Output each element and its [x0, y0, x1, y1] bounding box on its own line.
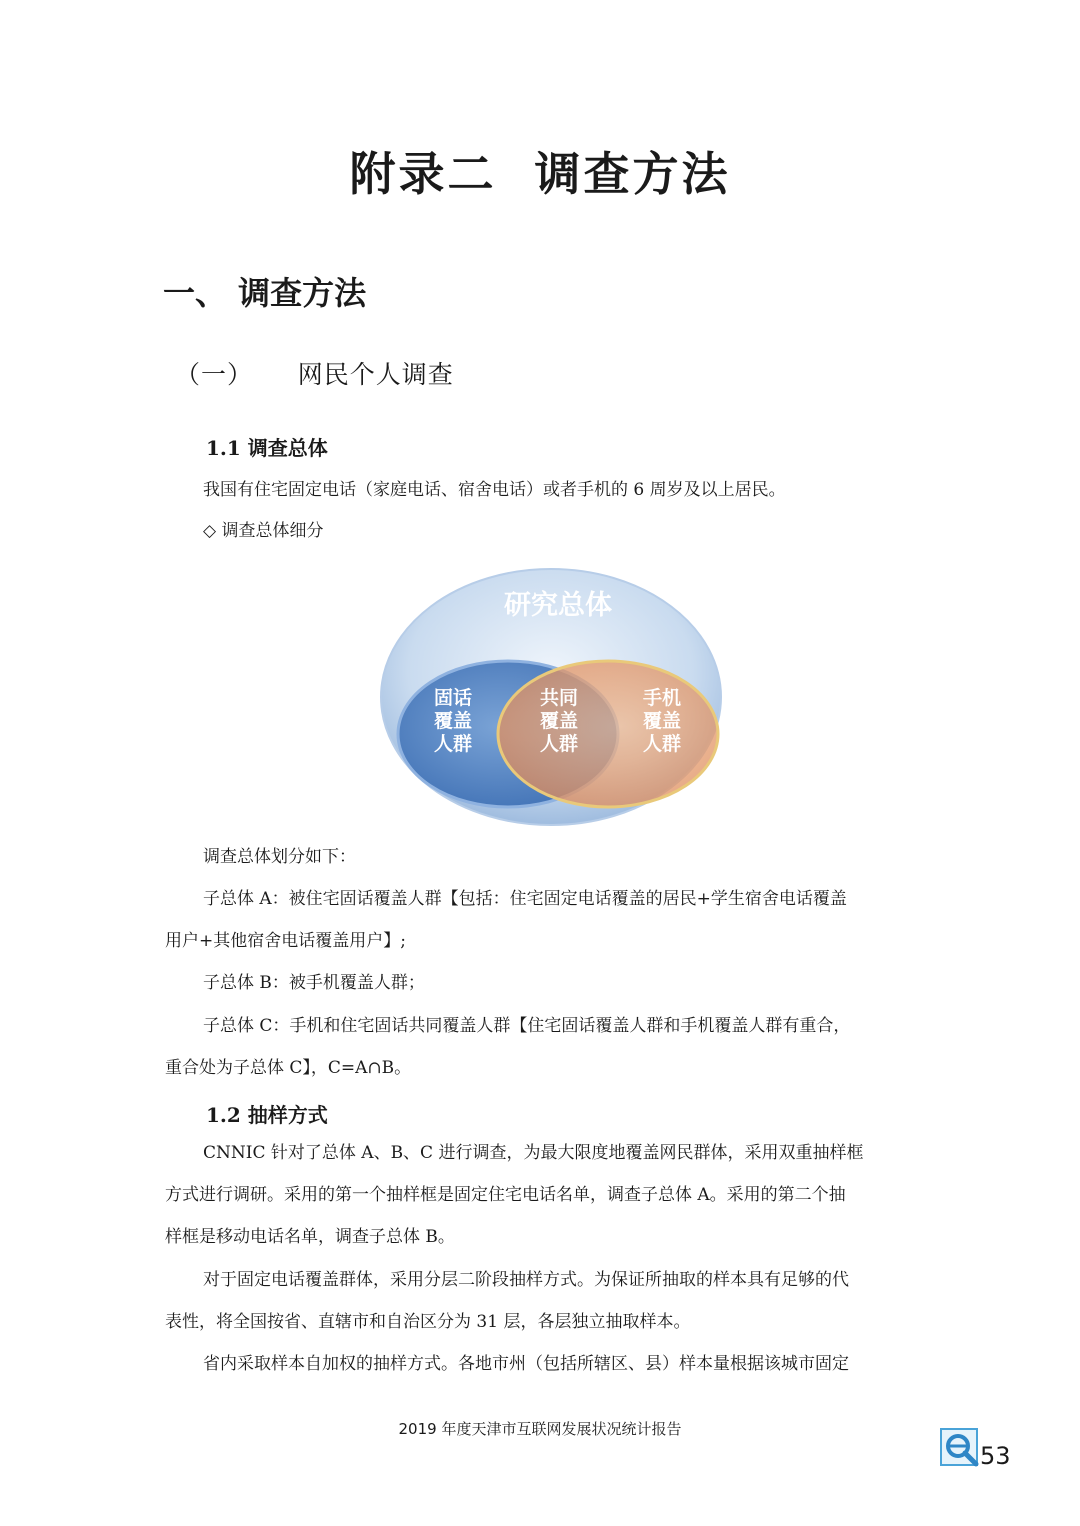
middle-label-2: 覆盖	[539, 710, 579, 732]
paragraph-subpop-c-line1: 子总体 C：手机和住宅固话共同覆盖人群【住宅固话覆盖人群和手机覆盖人群有重合，	[203, 1016, 851, 1036]
paragraph-subpop-a-line2: 用户+其他宿舍电话覆盖用户】;	[165, 931, 406, 951]
paragraph-sampling-3-line1: 省内采取样本自加权的抽样方式。各地市州（包括所辖区、县）样本量根据该城市固定	[203, 1354, 849, 1374]
bullet-population-breakdown: ◇ 调查总体细分	[203, 521, 324, 541]
paragraph-sampling-1-line1: CNNIC 针对了总体 A、B、C 进行调查，为最大限度地覆盖网民群体，采用双重抽样框	[203, 1143, 864, 1163]
paragraph-subpop-b: 子总体 B：被手机覆盖人群；	[203, 973, 425, 993]
heading-sampling-method: 1.2 抽样方式	[206, 1103, 328, 1127]
middle-label-3: 人群	[539, 733, 579, 755]
heading-survey-population: 1.1 调查总体	[206, 436, 328, 460]
paragraph-sampling-1-line3: 样框是移动电话名单，调查子总体 B。	[165, 1227, 455, 1247]
right-label-3: 人群	[642, 733, 682, 755]
left-label-1: 固话	[433, 687, 473, 709]
right-circle	[498, 661, 718, 807]
page-number: 53	[980, 1442, 1011, 1470]
left-label-2: 覆盖	[433, 710, 473, 732]
paragraph-population: 我国有住宅固定电话（家庭电话、宿舍电话）或者手机的 6 周岁及以上居民。	[203, 480, 786, 500]
section-heading: 一、 调查方法	[163, 274, 367, 312]
cnnic-logo-icon	[940, 1428, 980, 1468]
paragraph-sampling-2-line2: 表性，将全国按省、直辖市和自治区分为 31 层，各层独立抽取样本。	[165, 1312, 691, 1332]
paragraph-division: 调查总体划分如下：	[203, 847, 356, 867]
right-label-2: 覆盖	[642, 710, 682, 732]
subsection-heading: （一） 网民个人调查	[175, 360, 454, 389]
paragraph-subpop-c-line2: 重合处为子总体 C】，C=A∩B。	[165, 1058, 412, 1078]
left-label-3: 人群	[433, 733, 473, 755]
paragraph-sampling-1-line2: 方式进行调研。采用的第一个抽样框是固定住宅电话名单，调查子总体 A。采用的第二个抽	[165, 1185, 846, 1205]
paragraph-sampling-2-line1: 对于固定电话覆盖群体，采用分层二阶段抽样方式。为保证所抽取的样本具有足够的代	[203, 1270, 849, 1290]
paragraph-subpop-a-line1: 子总体 A：被住宅固话覆盖人群【包括：住宅固定电话覆盖的居民+学生宿舍电话覆盖	[203, 889, 847, 909]
population-venn-diagram	[380, 566, 722, 828]
right-label-1: 手机	[642, 687, 682, 709]
middle-label-1: 共同	[539, 687, 579, 709]
outer-label: 研究总体	[504, 590, 612, 621]
footer-report-title: 2019 年度天津市互联网发展状况统计报告	[398, 1420, 682, 1438]
page-title: 附录二 调查方法	[349, 147, 731, 201]
